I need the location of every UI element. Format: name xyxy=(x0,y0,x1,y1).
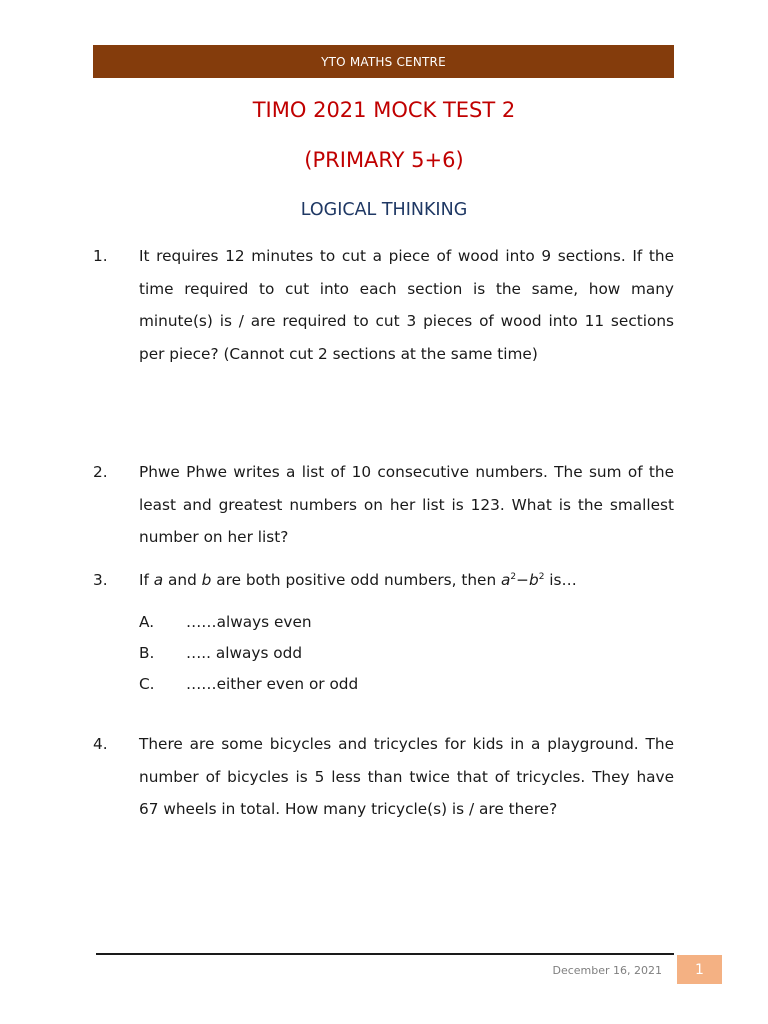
option-a xyxy=(139,607,358,638)
page-number: 1 xyxy=(695,961,704,978)
question-number: 4. xyxy=(93,735,108,753)
footer-divider xyxy=(96,953,674,955)
option-text: ….. always odd xyxy=(186,644,303,662)
q3-text-part: are both positive odd numbers, then xyxy=(211,571,502,589)
question-2 xyxy=(93,456,674,554)
exponent: 2 xyxy=(510,572,517,582)
minus-sign: − xyxy=(516,571,529,589)
question-number: 2. xyxy=(93,463,108,481)
test-title: TIMO 2021 MOCK TEST 2 xyxy=(252,98,516,122)
option-text: ……always even xyxy=(186,613,312,631)
test-level: (PRIMARY 5+6) xyxy=(304,148,464,172)
variable-a: a xyxy=(153,571,164,589)
q3-text-part: If xyxy=(139,571,154,589)
question-text: There are some bicycles and tricycles for kids in a playground. The number of bicycles is 5 less than twice that of tricycles. They have 67 wheels in total. How many tricycle(s) is / are there? xyxy=(139,735,674,818)
page-number-box xyxy=(677,955,722,984)
q3-text-part: is… xyxy=(544,571,577,589)
option-b xyxy=(139,638,358,669)
expression-b: b xyxy=(528,571,539,589)
header-band xyxy=(93,45,674,78)
section-title: LOGICAL THINKING xyxy=(300,200,468,220)
answer-options xyxy=(139,607,358,700)
question-number: 1. xyxy=(93,247,108,265)
variable-b: b xyxy=(201,571,212,589)
header-text: YTO MATHS CENTRE xyxy=(321,54,446,69)
option-text: ……either even or odd xyxy=(186,675,359,693)
option-c xyxy=(139,669,358,700)
option-letter: A. xyxy=(139,613,155,631)
question-number: 3. xyxy=(93,571,108,589)
option-letter: C. xyxy=(139,675,155,693)
expression-a: a xyxy=(501,571,511,589)
question-text xyxy=(139,564,674,597)
option-letter: B. xyxy=(139,644,155,662)
footer-date: December 16, 2021 xyxy=(552,964,662,977)
q3-text-part: and xyxy=(163,571,202,589)
question-text: It requires 12 minutes to cut a piece of wood into 9 sections. If the time required to cut into each section is the same, how many minute(s) is / are required to cut 3 pieces of wood into 11 sections per piece? (Cannot cut 2 sections at the same time) xyxy=(139,247,674,363)
question-1 xyxy=(93,240,674,370)
question-4 xyxy=(93,728,674,826)
question-text: Phwe Phwe writes a list of 10 consecutive numbers. The sum of the least and greatest numbers on her list is 123. What is the smallest number on her list? xyxy=(139,463,674,546)
question-3 xyxy=(93,564,674,597)
exponent: 2 xyxy=(538,572,545,582)
